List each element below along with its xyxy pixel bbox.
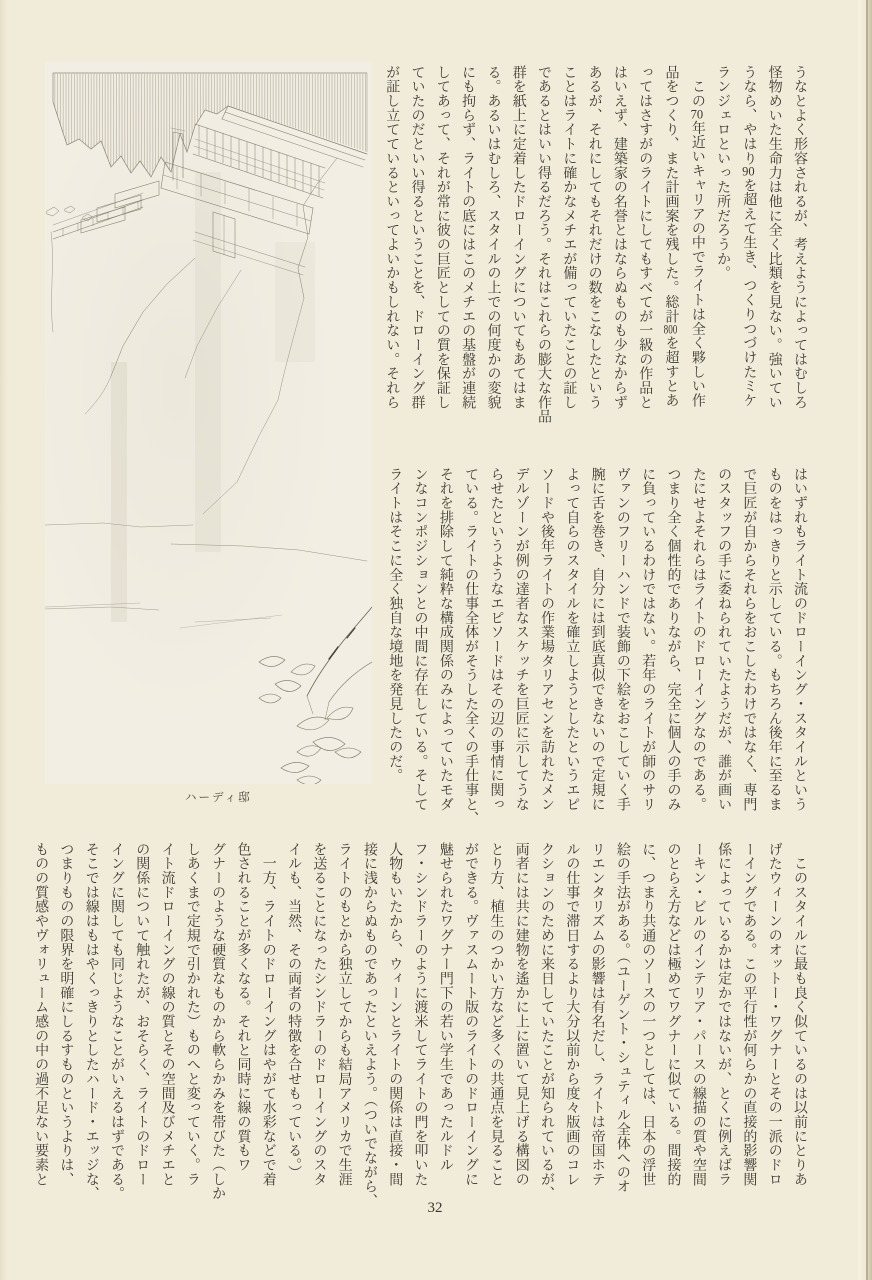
text-column: うなら、やはり90を超えて生き、つくりつづけたミケ — [741, 65, 757, 408]
text-column: が証し立てているといってよいかもしれない。それら — [384, 65, 400, 410]
text-column: 群を紙上に定着したドローイングについてもあてはま — [510, 65, 526, 410]
text-column: 怪物めいた生命力は他に全く比類を見ない。強いてい — [766, 65, 782, 410]
text-column: に、つまり共通のソースの一つとしては、日本の浮世 — [640, 842, 656, 1187]
text-column: 絵の手法がある。（ユーゲント・シュティル全体へのオ — [614, 842, 630, 1194]
text-column: を送ることになったシンドラーのドローイングのスタ — [311, 842, 327, 1187]
text-column: にも拘らず、ライトの底にはこのメチエの基盤が連続 — [460, 65, 476, 410]
text-column: る。あるいはむしろ、スタイルの上での何度かの変貌 — [485, 65, 501, 410]
text-column: ものをはっきりと示している。もちろん後年に至るま — [766, 467, 782, 812]
text-column: ランジェロといった所だろうか。 — [715, 65, 731, 281]
text-column: 係によっているかは定かではないが、とくに例えばラ — [716, 842, 732, 1187]
text-column: そこでは線はもはやくっきりとしたハード・エッジな、 — [83, 842, 99, 1201]
text-column: それを排除して純粋な構成関係のみによっていたモダ — [437, 467, 453, 812]
text-column: のスタッフの手に委ねられていたようだが、誰が画い — [716, 467, 732, 812]
page-number: 32 — [427, 1200, 443, 1216]
text-column: グナーのような硬質なものから軟らかみを帯びた（しか — [210, 842, 226, 1201]
text-block-bottom — [28, 842, 812, 1218]
page-left-edge-shadow — [0, 0, 8, 1280]
text-column: げたウィーンのオットー・ワグナーとその一派のドロ — [766, 842, 782, 1187]
text-column: ことはライトに確かなメチエが備っていたことの証し — [561, 65, 577, 410]
text-column: はいえず、建築家の名誉とはならぬものも少なからず — [611, 65, 627, 410]
text-column: 腕に舌を巻き、自分には到底真似できないので定規に — [589, 467, 605, 812]
text-column: よって自らのスタイルを確立しようとしたというエピ — [564, 467, 580, 812]
text-column: 接に浅からぬものであったといえよう。（ついでながら、 — [361, 842, 377, 1209]
text-column: ーキン・ビルのインテリア・パースの線描の質や空間 — [690, 842, 706, 1187]
text-column: ライトのもとから独立してからも結局アメリカで生涯 — [336, 842, 352, 1187]
text-column: ソードや後年ライトの作業場タリアセンを訪れたメン — [539, 467, 555, 812]
text-column: ってはさすがのライトにしてもすべてが一級の作品と — [637, 65, 653, 410]
text-column: リエンタリズムの影響は有名だし、ライトは帝国ホテ — [589, 842, 605, 1187]
text-column: ヴァンのフリーハンドで装飾の下絵をおこしていく手 — [614, 467, 630, 812]
text-column: イト流ドローイングの線の質とその空間及びメチエと — [159, 842, 175, 1187]
text-column: フ・シンドラーのように渡米してライトの門を叩いた — [412, 842, 428, 1187]
text-column: はいずれもライト流のドローイング・スタイルという — [792, 467, 807, 812]
text-column: に負っているわけではない。若年のライトが師のサリ — [640, 467, 656, 812]
text-column: のとらえ方などは極めてワグナーに似ている。間接的 — [665, 842, 681, 1187]
text-column: ている。ライトの仕事全体がそうした全くの手仕事と、 — [463, 467, 479, 826]
page-right-edge-highlight — [858, 0, 866, 1280]
text-column: 魅せられたワグナー門下の若い学生であったルドル — [437, 842, 453, 1173]
text-column: クションのために来日していたことが知られているが、 — [539, 842, 555, 1201]
text-column: であるとはいい得るだろう。それはこれらの膨大な作品 — [536, 65, 552, 424]
text-column: イングに関しても同じようなことがいえるはずである。 — [108, 842, 124, 1201]
text-column: 色されることが多くなる。それと同時に線の質もワ — [235, 842, 251, 1173]
text-column: このスタイルに最も良く似ているのは以前にとりあ — [792, 842, 807, 1187]
text-column: 一方、ライトのドローイングはやがて水彩などで着 — [260, 842, 276, 1187]
hardy-house-sketch — [45, 62, 372, 784]
text-column: つまりものの限界を明確にしるすものというよりは、 — [58, 842, 74, 1187]
text-column: うなとよく形容されるが、考えようによってはむしろ — [792, 65, 807, 410]
page-right-edge-shadow — [868, 0, 872, 1280]
text-column: してあって、それが常に彼の巨匠としての質を保証し — [434, 65, 450, 410]
figure-hardy-house-drawing — [45, 62, 372, 784]
text-column: らせたというようなエピソードはその辺の事情に関っ — [488, 467, 504, 812]
text-column: ーイングである。この平行性が何らかの直接的影響関 — [741, 842, 757, 1187]
figure-caption: ハーディ邸 — [185, 792, 252, 804]
text-column: で巨匠が自からそれらをおこしたわけではなく、専門 — [741, 467, 757, 812]
text-block-upper — [379, 65, 812, 424]
text-column: の関係について触れたが、おそらく、ライトのドロー — [134, 842, 150, 1187]
text-column: デルゾーンが例の達者なスケッチを巨匠に示してうな — [513, 467, 529, 812]
text-block-middle — [382, 467, 812, 829]
text-column: イルも、当然、その両者の特徴を合せもっている。） — [286, 842, 302, 1180]
text-column: ができる。ヴァスムート版のライトのドローイングに — [463, 842, 479, 1187]
text-column: たにせよそれらはライトのドローイングなのである。 — [690, 467, 706, 812]
text-column: 品をつくり、また計画案を残した。総計800を超すとあ — [663, 65, 679, 408]
text-column: この70年近いキャリアの中でライトは全く夥しい作 — [689, 65, 705, 408]
text-column: ていたのだといい得るということを、ドローイング群 — [409, 65, 425, 410]
text-column: しあくまで定規で引かれた）ものへと変っていく。ラ — [184, 842, 200, 1187]
text-column: ルの仕事で滞日するより大分以前から度々版画のコレ — [564, 842, 580, 1187]
text-column: つまり全く個性的でありながら、完全に個人の手のみ — [665, 467, 681, 812]
text-column: とり方、植生のつかい方など多くの共通点を見ること — [488, 842, 504, 1187]
text-column: 人物もいたから、ウィーンとライトの関係は直接・間 — [387, 842, 403, 1187]
text-column: 両者には共に建物を遙かに上に置いて見上げる構図の — [513, 842, 529, 1187]
text-column: ンなコンポジションとの中間に存在している。そして — [412, 467, 428, 812]
text-column: ライトはそこに全く独自な境地を発見したのだ。 — [387, 467, 403, 783]
text-column: ものの質感やヴォリューム感の中の過不足ない要素と — [33, 842, 49, 1187]
text-column: あるが、それにしてもそれだけの数をこなしたという — [586, 65, 602, 410]
